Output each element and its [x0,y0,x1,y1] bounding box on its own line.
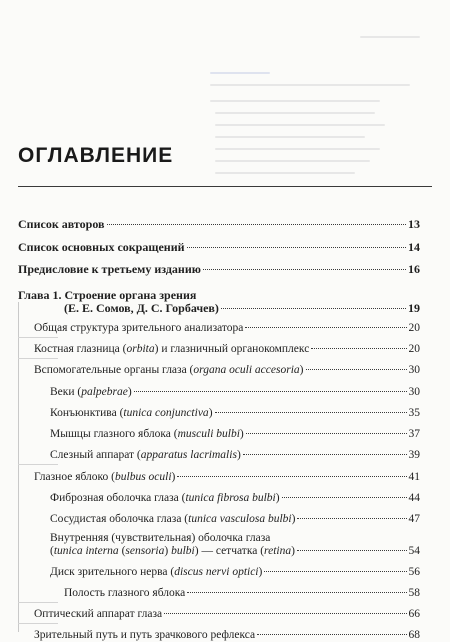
section-separator [18,602,58,603]
leader-dots [297,550,407,551]
leader-dots [264,571,406,572]
leader-dots [177,476,406,477]
toc-section-page: 68 [408,629,420,641]
toc-section-label: Глазное яблоко (bulbus oculi) [34,471,176,483]
toc-entry-label: Список основных сокращений [18,240,185,254]
toc-section-label: Зрительный путь и путь зрачкового рефлекса [34,629,256,641]
toc-subsection-label: Конъюнктива (tunica conjunctiva) [50,407,213,419]
page-title: ОГЛАВЛЕНИЕ [18,144,174,167]
leader-dots [164,613,406,614]
toc-subsection-label: Мышцы глазного яблока (musculi bulbi) [50,428,244,440]
chapter-entry[interactable] [64,301,420,315]
toc-subsection[interactable] [64,586,420,600]
toc-section[interactable] [34,628,420,642]
toc-entry-label: Предисловие к третьему изданию [18,262,201,276]
leader-dots [246,433,407,434]
toc-subsection[interactable] [50,385,420,399]
toc-subsection-line1: Внутренняя (чувствительная) оболочка глаза [50,532,271,544]
toc-subsection-label: Веки (palpebrae) [50,386,132,398]
toc-subsection-page: 58 [408,587,420,599]
leader-dots [282,497,407,498]
toc-subsection-page: 56 [408,566,420,578]
leader-dots [297,518,406,519]
leader-dots [221,308,406,309]
chapter-authors: (Е. Е. Сомов, Д. С. Горбачев) [64,301,219,315]
leader-dots [134,391,407,392]
section-separator [18,337,58,338]
toc-subsection-label: Диск зрительного нерва (discus nervi optici) [50,566,263,578]
toc-section[interactable] [34,470,420,484]
leader-dots [243,454,407,455]
toc-entry[interactable] [18,240,420,254]
toc-section[interactable] [34,607,420,621]
leader-dots [187,592,406,593]
leader-dots [311,348,406,349]
toc-subsection-page: 54 [408,545,420,557]
leader-dots [107,224,406,225]
leader-dots [257,634,406,635]
toc-subsection[interactable] [50,544,420,558]
title-divider [18,186,432,187]
leader-dots [215,412,407,413]
toc-section-page: 20 [408,343,420,355]
toc-section-label: Вспомогательные органы глаза (organa oculi accesoria) [34,364,304,376]
toc-section[interactable] [34,363,420,377]
toc-subsection-label: Фиброзная оболочка глаза (tunica fibrosa bulbi) [50,492,280,504]
leader-dots [187,247,406,248]
toc-entry-label: Список авторов [18,217,105,231]
leader-dots [245,327,406,328]
section-bracket-line [18,302,19,632]
toc-section-page: 41 [408,471,420,483]
toc-subsection[interactable] [50,565,420,579]
toc-section-page: 66 [408,608,420,620]
toc-subsection-label: Полость глазного яблока [64,587,186,599]
toc-subsection-label: Сосудистая оболочка глаза (tunica vasculosa bulbi) [50,513,296,525]
toc-entry-page: 16 [408,262,420,276]
toc-subsection-page: 30 [408,386,420,398]
toc-entry[interactable] [18,217,420,231]
toc-section-label: Костная глазница (orbita) и глазничный органокомплекс [34,343,310,355]
toc-entry-page: 13 [408,217,420,231]
toc-subsection-page: 47 [408,513,420,525]
toc-section-page: 20 [408,322,420,334]
bleed-through-text [0,0,450,220]
toc-subsection[interactable] [50,491,420,505]
toc-subsection-label: Слезный аппарат (apparatus lacrimalis) [50,449,241,461]
leader-dots [306,369,407,370]
section-separator [18,464,58,465]
toc-subsection-label: (tunica interna (sensoria) bulbi) — сетчатка (retina) [50,545,295,557]
chapter-page: 19 [408,301,420,315]
leader-dots [203,269,406,270]
toc-subsection-page: 44 [408,492,420,504]
toc-subsection-page: 35 [408,407,420,419]
toc-subsection[interactable] [50,406,420,420]
section-separator [18,358,58,359]
toc-subsection[interactable] [50,427,420,441]
toc-subsection[interactable] [50,448,420,462]
toc-section-label: Общая структура зрительного анализатора [34,322,244,334]
toc-section-page: 30 [408,364,420,376]
toc-entry[interactable] [18,262,420,276]
toc-entry-page: 14 [408,240,420,254]
chapter-heading-line1: Глава 1. Строение органа зрения [18,288,197,302]
toc-section[interactable] [34,342,420,356]
toc-section[interactable] [34,321,420,335]
section-separator [18,623,58,624]
toc-section-label: Оптический аппарат глаза [34,608,163,620]
toc-subsection[interactable] [50,512,420,526]
toc-subsection-page: 39 [408,449,420,461]
toc-subsection-page: 37 [408,428,420,440]
